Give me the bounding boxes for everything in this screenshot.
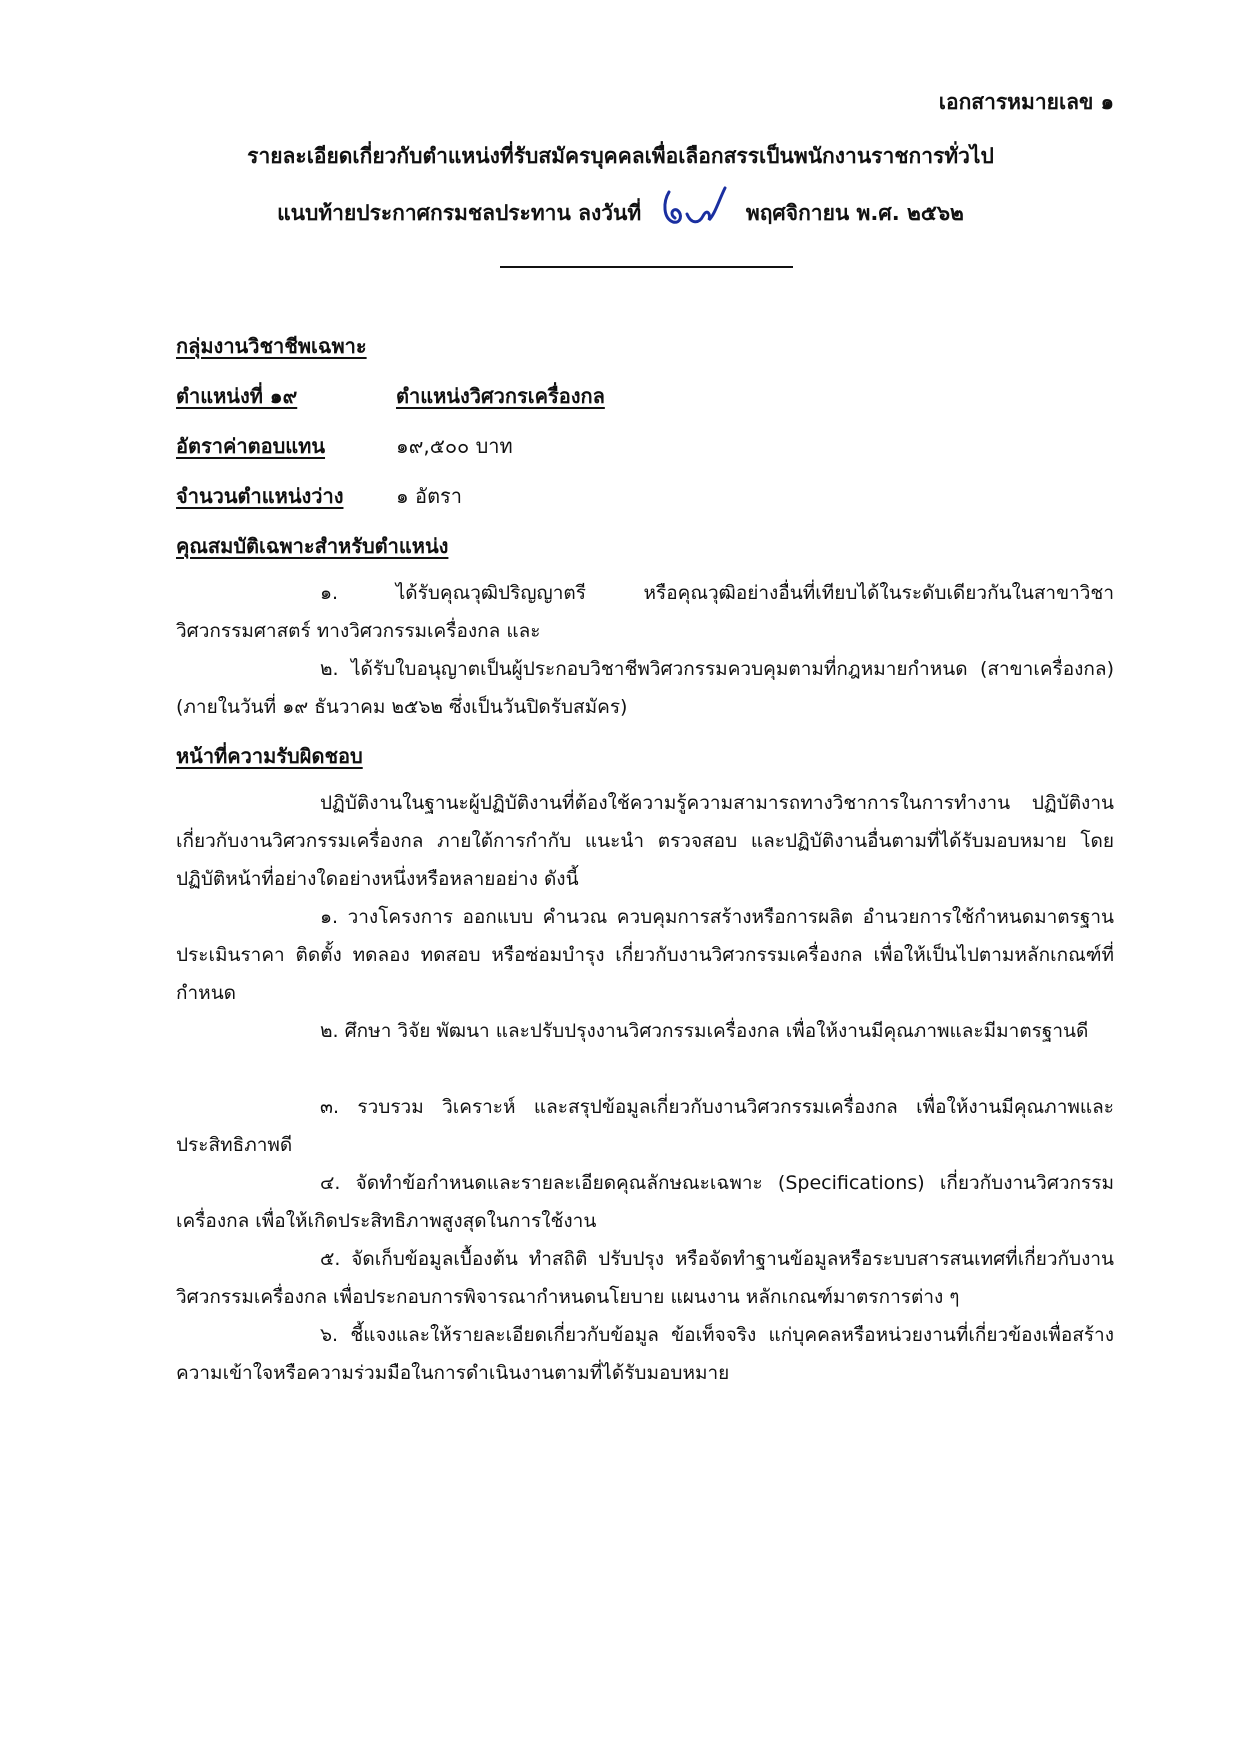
vacancy-value: ๑ อัตรา [396, 484, 463, 508]
title-divider [500, 266, 793, 268]
position-number-row [176, 380, 605, 412]
salary-row [176, 430, 513, 462]
document-number: เอกสารหมายเลข ๑ [938, 90, 1114, 114]
announcement-suffix: พฤศจิกายน พ.ศ. ๒๕๖๒ [745, 201, 964, 225]
handwritten-day [659, 184, 729, 228]
handwritten-day-signature [659, 184, 729, 228]
duty-item: ๕. จัดเก็บข้อมูลเบื้องต้น ทำสถิติ ปรับปรุง หรือจัดทำฐานข้อมูลหรือระบบสารสนเทศที่เกี่ยวกับงานวิศวกรรมเครื่องกล เพื่อประกอบการพิจารณากำหนดนโยบาย แผนงาน หลักเกณฑ์มาตรการต่าง ๆ [176, 1248, 1114, 1308]
document-title: รายละเอียดเกี่ยวกับตำแหน่งที่รับสมัครบุคคลเพื่อเลือกสรรเป็นพนักงานราชการทั่วไป [247, 144, 994, 168]
vacancy-row [176, 480, 462, 512]
duty-item: ๒. ศึกษา วิจัย พัฒนา และปรับปรุงงานวิศวกรรมเครื่องกล เพื่อให้งานมีคุณภาพและมีมาตรฐานดี [320, 1020, 1089, 1042]
announcement-prefix: แนบท้ายประกาศกรมชลประทาน ลงวันที่ [277, 201, 642, 225]
qualification-item: ๑. ได้รับคุณวุฒิปริญญาตรี หรือคุณวุฒิอย่างอื่นที่เทียบได้ในระดับเดียวกันในสาขาวิชาวิศวกรรมศาสตร์ ทางวิศวกรรมเครื่องกล และ [176, 582, 1114, 642]
qualification-item: ๒. ได้รับใบอนุญาตเป็นผู้ประกอบวิชาชีพวิศวกรรมควบคุมตามที่กฎหมายกำหนด (สาขาเครื่องกล) (ภายในวันที่ ๑๙ ธันวาคม ๒๕๖๒ ซึ่งเป็นวันปิดรับสมัคร) [176, 658, 1114, 718]
duties-heading: หน้าที่ความรับผิดชอบ [176, 744, 363, 768]
duties-intro: ปฏิบัติงานในฐานะผู้ปฏิบัติงานที่ต้องใช้ความรู้ความสามารถทางวิชาการในการทำงาน ปฏิบัติงานเกี่ยวกับงานวิศวกรรมเครื่องกล ภายใต้การกำกับ แนะนำ ตรวจสอบ และปฏิบัติงานอื่นตามที่ได้รับมอบหมาย โดยปฏิบัติหน้าที่อย่างใดอย่างหนึ่งหรือหลายอย่าง ดังนี้ [176, 792, 1114, 890]
vacancy-label: จำนวนตำแหน่งว่าง [176, 484, 344, 508]
duty-item: ๓. รวบรวม วิเคราะห์ และสรุปข้อมูลเกี่ยวกับงานวิศวกรรมเครื่องกล เพื่อให้งานมีคุณภาพและประสิทธิภาพดี [176, 1096, 1114, 1156]
duty-item: ๖. ชี้แจงและให้รายละเอียดเกี่ยวกับข้อมูล ข้อเท็จจริง แก่บุคคลหรือหน่วยงานที่เกี่ยวข้องเพื่อสร้างความเข้าใจหรือความร่วมมือในการดำเนินงานตามที่ได้รับมอบหมาย [176, 1324, 1114, 1384]
duty-item: ๔. จัดทำข้อกำหนดและรายละเอียดคุณลักษณะเฉพาะ (Specifications) เกี่ยวกับงานวิศวกรรมเครื่องกล เพื่อให้เกิดประสิทธิภาพสูงสุดในการใช้งาน [176, 1172, 1114, 1232]
position-name: ตำแหน่งวิศวกรเครื่องกล [396, 384, 605, 408]
job-group-heading: กลุ่มงานวิชาชีพเฉพาะ [176, 334, 367, 358]
duty-item: ๑. วางโครงการ ออกแบบ คำนวณ ควบคุมการสร้างหรือการผลิต อำนวยการใช้กำหนดมาตรฐาน ประเมินราคา ติดตั้ง ทดลอง ทดสอบ หรือซ่อมบำรุง เกี่ยวกับงานวิศวกรรมเครื่องกล เพื่อให้เป็นไปตามหลักเกณฑ์ที่กำหนด [176, 906, 1114, 1004]
salary-label: อัตราค่าตอบแทน [176, 434, 326, 458]
salary-value: ๑๙,๕๐๐ บาท [396, 434, 513, 458]
announcement-line [0, 192, 1241, 236]
position-number-label: ตำแหน่งที่ ๑๙ [176, 384, 298, 408]
qualifications-heading: คุณสมบัติเฉพาะสำหรับตำแหน่ง [176, 534, 449, 558]
